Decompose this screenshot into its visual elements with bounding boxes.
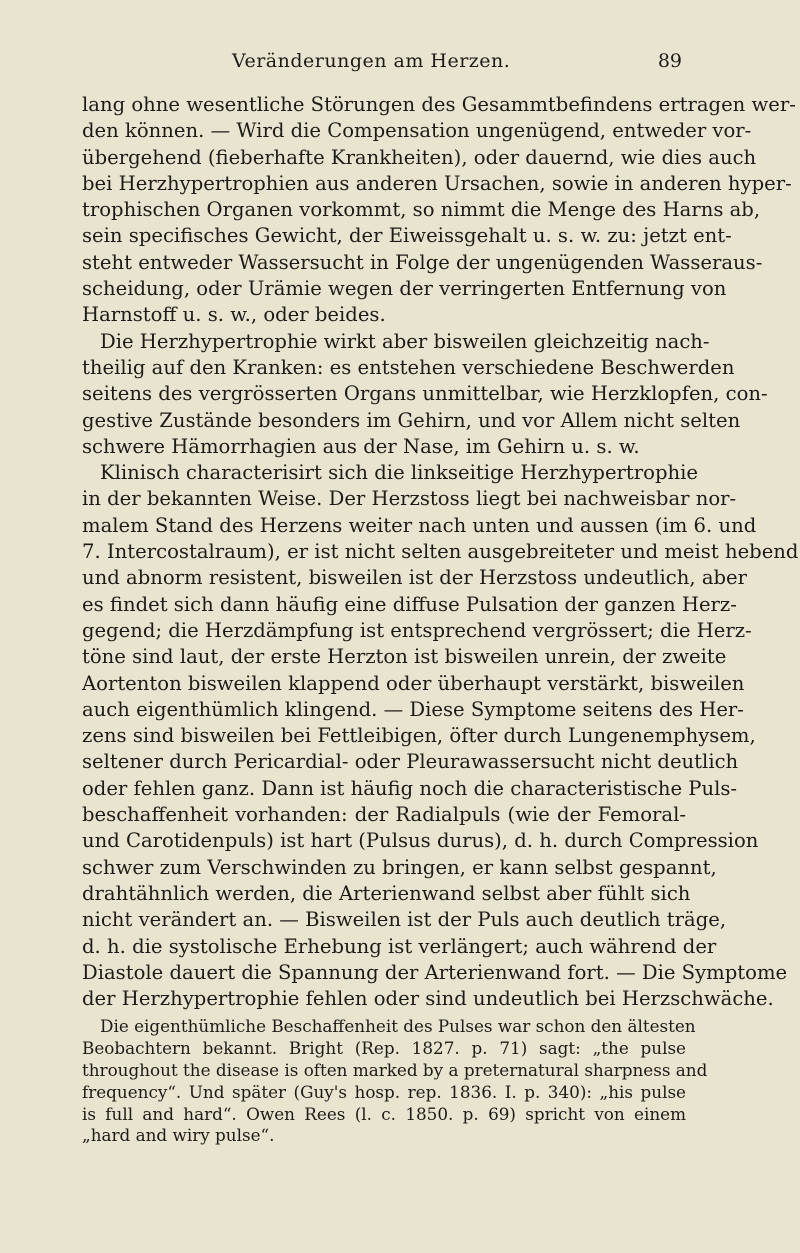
text-line: schwere Hämorrhagien aus der Nase, im Gehirn u. s. w. [82, 434, 640, 458]
text-line: töne sind laut, der erste Herzton ist bisweilen unrein, der zweite [82, 645, 727, 669]
footnote-line: Die eigenthümliche Beschaffenheit des Pulses war schon den ältesten [100, 1016, 696, 1037]
text-line: seltener durch Pericardial- oder Pleurawassersucht nicht deutlich [82, 750, 739, 774]
text-line: Die Herzhypertrophie wirkt aber bisweilen gleichzeitig nach- [100, 329, 710, 353]
text-line: beschaffenheit vorhanden: der Radialpuls (wie der Femoral- [82, 803, 686, 827]
text-line: Klinisch characterisirt sich die linkseitige Herzhypertrophie [100, 461, 698, 485]
text-line: steht entweder Wassersucht in Folge der ungenügenden Wasseraus- [82, 250, 763, 274]
text-line: gestive Zustände besonders im Gehirn, und vor Allem nicht selten [82, 408, 741, 432]
text-line: drahtähnlich werden, die Arterienwand selbst aber fühlt sich [82, 881, 691, 905]
text-line: sein specifisches Gewicht, der Eiweissgehalt u. s. w. zu: jetzt ent- [82, 224, 732, 248]
text-line: übergehend (fieberhafte Krankheiten), oder dauernd, wie dies auch [82, 145, 757, 169]
text-line: gegend; die Herzdämpfung ist entsprechend vergrössert; die Herz- [82, 618, 752, 642]
text-line: in der bekannten Weise. Der Herzstoss liegt bei nachweisbar nor- [82, 487, 737, 511]
footnote [82, 1016, 708, 1147]
text-line: theilig auf den Kranken: es entstehen verschiedene Beschwerden [82, 355, 735, 379]
text-line: trophischen Organen vorkommt, so nimmt die Menge des Harns ab, [82, 198, 761, 222]
text-line: schwer zum Verschwinden zu bringen, er kann selbst gespannt, [82, 855, 717, 879]
text-line: malem Stand des Herzens weiter nach unten und aussen (im 6. und [82, 513, 757, 537]
text-line: d. h. die systolische Erhebung ist verlängert; auch während der [82, 934, 717, 958]
text-line: den können. — Wird die Compensation ungenügend, entweder vor- [82, 119, 752, 143]
footnote-line: frequency“. Und später (Guy's hosp. rep. 1836. I. p. 340): „his pulse [82, 1081, 686, 1102]
text-line: oder fehlen ganz. Dann ist häufig noch die characteristische Puls- [82, 776, 738, 800]
footnote-line: throughout the disease is often marked by a preternatural sharpness and [82, 1059, 708, 1080]
footnote-line: Beobachtern bekannt. Bright (Rep. 1827. p. 71) sagt: „the pulse [82, 1038, 686, 1059]
text-line: bei Herzhypertrophien aus anderen Ursachen, sowie in anderen hyper- [82, 171, 792, 195]
text-line: auch eigenthümlich klingend. — Diese Symptome seitens des Her- [82, 697, 744, 721]
text-line: 7. Intercostalraum), er ist nicht selten ausgebreiteter und meist hebend [82, 540, 799, 564]
footnote-line: „hard and wiry pulse“. [82, 1125, 275, 1146]
page-header [232, 48, 682, 74]
text-line: scheidung, oder Urämie wegen der verringerten Entfernung von [82, 277, 727, 301]
body-text [82, 92, 799, 1147]
text-line: lang ohne wesentliche Störungen des Gesammtbefindens ertragen wer- [82, 93, 796, 116]
text-line: es findet sich dann häufig eine diffuse Pulsation der ganzen Herz- [82, 592, 737, 616]
page-number: 89 [657, 50, 682, 72]
text-line: nicht verändert an. — Bisweilen ist der Puls auch deutlich träge, [82, 908, 727, 932]
text-line: Aortenton bisweilen klappend oder überhaupt verstärkt, bisweilen [82, 671, 745, 695]
text-line: und Carotidenpuls) ist hart (Pulsus durus), d. h. durch Compression [82, 829, 759, 853]
running-head: Veränderungen am Herzen. [232, 50, 511, 72]
text-line: zens sind bisweilen bei Fettleibigen, öfter durch Lungenemphysem, [82, 724, 756, 748]
footnote-line: is full and hard“. Owen Rees (l. c. 1850. p. 69) spricht von einem [82, 1103, 686, 1124]
text-line: der Herzhypertrophie fehlen oder sind undeutlich bei Herzschwäche. [82, 987, 774, 1011]
text-line: Harnstoff u. s. w., oder beides. [82, 303, 386, 327]
text-line: Diastole dauert die Spannung der Arterienwand fort. — Die Symptome [82, 960, 788, 984]
text-line: seitens des vergrösserten Organs unmittelbar, wie Herzklopfen, con- [82, 382, 768, 406]
text-line: und abnorm resistent, bisweilen ist der Herzstoss undeutlich, aber [82, 566, 748, 590]
